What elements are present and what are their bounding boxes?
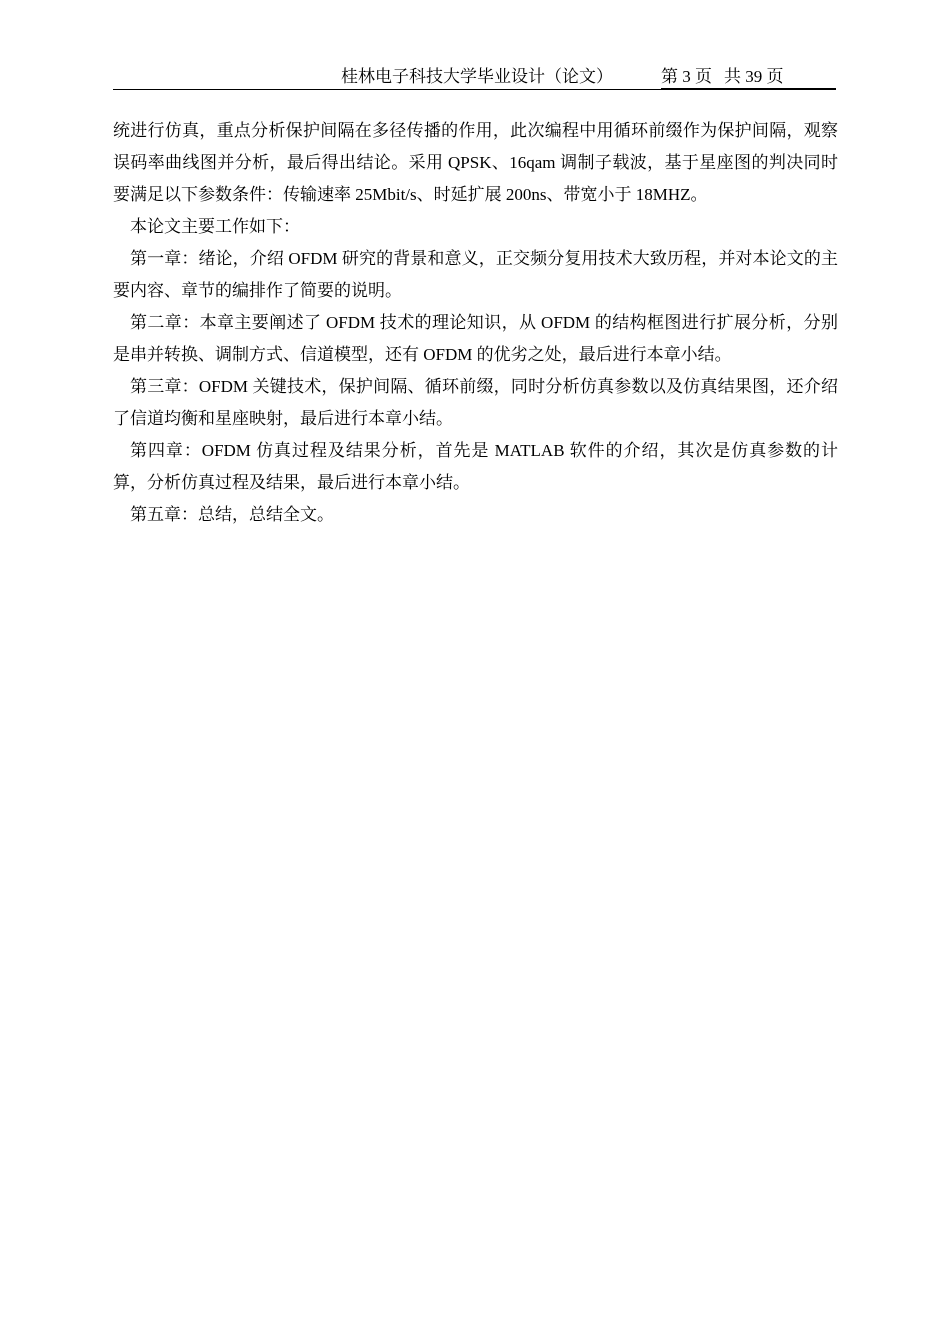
paragraph-work-intro: 本论文主要工作如下： bbox=[130, 217, 300, 236]
paragraph-continuation: 统进行仿真，重点分析保护间隔在多径传播的作用，此次编程中用循环前缀作为保护间隔，观察误码率曲线图并分析，最后得出结论。采用 QPSK、16qam 调制子载波，基于星座图的判决同时要满足以下参数条件：传输速率 25Mbit/s、时延扩展 200ns、带宽小于 18MHZ。 bbox=[113, 121, 838, 204]
header-rule bbox=[113, 89, 836, 90]
paragraph-chapter-1: 第一章：绪论，介绍 OFDM 研究的背景和意义，正交频分复用技术大致历程，并对本论文的主要内容、章节的编排作了简要的说明。 bbox=[113, 249, 838, 300]
paragraph-chapter-2: 第二章：本章主要阐述了 OFDM 技术的理论知识，从 OFDM 的结构框图进行扩展分析，分别是串并转换、调制方式、信道模型，还有 OFDM 的优劣之处，最后进行本章小结。 bbox=[113, 313, 838, 364]
body-text bbox=[113, 115, 838, 531]
header-page-info bbox=[661, 66, 836, 89]
total-pages: 共 39 页 bbox=[724, 67, 784, 86]
page-number: 第 3 页 bbox=[661, 67, 712, 86]
paragraph-chapter-3: 第三章：OFDM 关键技术，保护间隔、循环前缀，同时分析仿真参数以及仿真结果图，还介绍了信道均衡和星座映射，最后进行本章小结。 bbox=[113, 377, 838, 428]
paragraph-chapter-5: 第五章：总结，总结全文。 bbox=[130, 505, 334, 524]
header-title: 桂林电子科技大学毕业设计（论文） bbox=[341, 67, 613, 86]
page-header bbox=[113, 66, 836, 90]
paragraph-chapter-4: 第四章：OFDM 仿真过程及结果分析，首先是 MATLAB 软件的介绍，其次是仿真参数的计算，分析仿真过程及结果，最后进行本章小结。 bbox=[113, 441, 838, 492]
